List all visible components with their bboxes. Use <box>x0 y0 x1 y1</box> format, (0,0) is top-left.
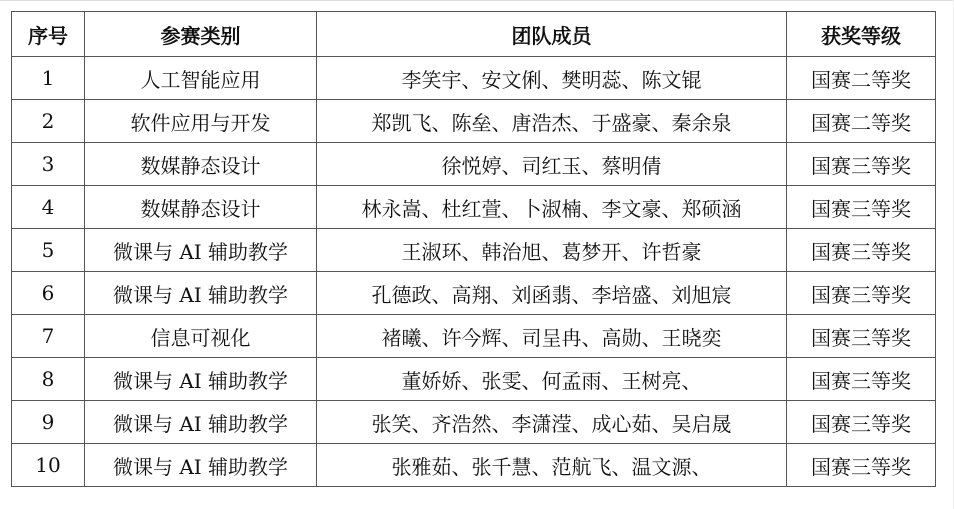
cell-category: 信息可视化 <box>85 315 317 358</box>
table-row <box>12 143 936 186</box>
cell-category: 微课与 AI 辅助教学 <box>85 444 317 487</box>
cell-award: 国赛三等奖 <box>787 143 936 186</box>
cell-number: 5 <box>12 229 85 272</box>
cell-award: 国赛二等奖 <box>787 100 936 143</box>
table-row <box>12 315 936 358</box>
awards-table <box>11 11 936 487</box>
cell-members: 林永嵩、杜红萱、卜淑楠、李文豪、郑硕涵 <box>317 186 787 229</box>
table-row <box>12 444 936 487</box>
cell-members: 张雅茹、张千慧、范航飞、温文源、 <box>317 444 787 487</box>
cell-number: 10 <box>12 444 85 487</box>
cell-number: 1 <box>12 57 85 100</box>
cell-award: 国赛三等奖 <box>787 272 936 315</box>
cell-award: 国赛三等奖 <box>787 229 936 272</box>
table-row <box>12 401 936 444</box>
cell-number: 7 <box>12 315 85 358</box>
cell-award: 国赛三等奖 <box>787 401 936 444</box>
cell-members: 王淑环、韩治旭、葛梦开、许哲豪 <box>317 229 787 272</box>
cell-number: 9 <box>12 401 85 444</box>
cell-members: 李笑宇、安文俐、樊明蕊、陈文锟 <box>317 57 787 100</box>
cell-award: 国赛三等奖 <box>787 315 936 358</box>
cell-category: 数媒静态设计 <box>85 143 317 186</box>
cell-category: 人工智能应用 <box>85 57 317 100</box>
table-row <box>12 272 936 315</box>
cell-number: 3 <box>12 143 85 186</box>
table-row <box>12 358 936 401</box>
cell-award: 国赛二等奖 <box>787 57 936 100</box>
cell-category: 微课与 AI 辅助教学 <box>85 358 317 401</box>
header-award: 获奖等级 <box>787 12 936 57</box>
cell-award: 国赛三等奖 <box>787 186 936 229</box>
table-row <box>12 186 936 229</box>
table-row <box>12 229 936 272</box>
cell-award: 国赛三等奖 <box>787 444 936 487</box>
table-header-row <box>12 12 936 57</box>
table-row <box>12 57 936 100</box>
cell-members: 张笑、齐浩然、李潇滢、成心茹、吴启晟 <box>317 401 787 444</box>
cell-category: 微课与 AI 辅助教学 <box>85 401 317 444</box>
cell-members: 孔德政、高翔、刘函翡、李培盛、刘旭宸 <box>317 272 787 315</box>
header-number: 序号 <box>12 12 85 57</box>
header-members: 团队成员 <box>317 12 787 57</box>
awards-table-container <box>11 11 936 487</box>
header-category: 参赛类别 <box>85 12 317 57</box>
cell-category: 软件应用与开发 <box>85 100 317 143</box>
cell-category: 微课与 AI 辅助教学 <box>85 272 317 315</box>
cell-number: 2 <box>12 100 85 143</box>
cell-category: 微课与 AI 辅助教学 <box>85 229 317 272</box>
cell-members: 褚曦、许今辉、司呈冉、高勋、王晓奕 <box>317 315 787 358</box>
cell-award: 国赛三等奖 <box>787 358 936 401</box>
cell-number: 6 <box>12 272 85 315</box>
cell-category: 数媒静态设计 <box>85 186 317 229</box>
cell-members: 郑凯飞、陈垒、唐浩杰、于盛豪、秦余泉 <box>317 100 787 143</box>
table-row <box>12 100 936 143</box>
cell-number: 8 <box>12 358 85 401</box>
page-top-rule <box>0 0 954 1</box>
cell-members: 徐悦婷、司红玉、蔡明倩 <box>317 143 787 186</box>
cell-members: 董娇娇、张雯、何孟雨、王树亮、 <box>317 358 787 401</box>
cell-number: 4 <box>12 186 85 229</box>
